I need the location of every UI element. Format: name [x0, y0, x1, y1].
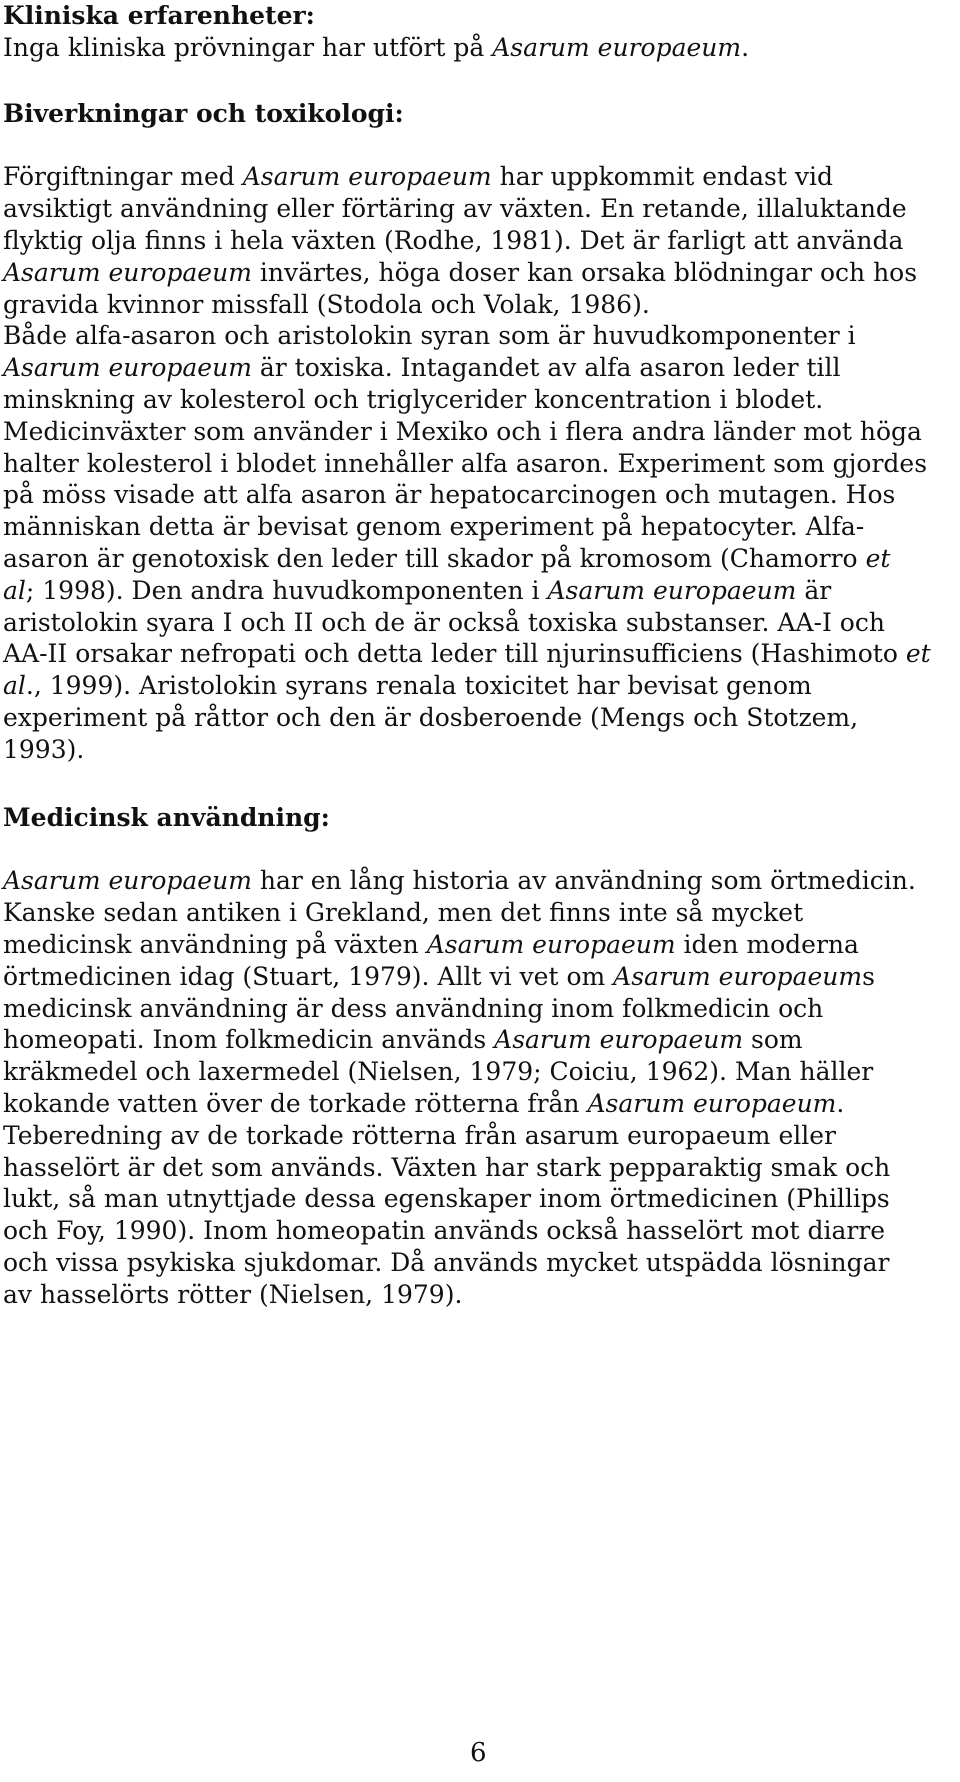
text-line [3, 993, 948, 1025]
text-segment: homeopati. Inom folkmedicin används [3, 1025, 495, 1055]
text-segment: AA-II orsakar nefropati och detta leder till njurinsufficiens (Hashimoto [3, 639, 906, 669]
text-segment: gravida kvinnor missfall (Stodola och Volak, 1986). [3, 289, 650, 319]
text-segment: Både alfa-asaron och aristolokin syran som är huvudkomponenter i [3, 321, 856, 351]
text-line [3, 1183, 948, 1215]
heading-clinical-experience: Kliniska erfarenheter: [3, 1, 315, 30]
text-line [3, 543, 948, 575]
italic-text: Asarum europaeum [426, 929, 676, 959]
text-line [3, 1215, 948, 1247]
text-segment: 1993). [3, 734, 85, 764]
italic-text: Asarum europaeum [494, 1025, 744, 1055]
text-segment: har en lång historia av användning som örtmedicin. [251, 866, 916, 896]
text-line [3, 702, 948, 734]
text-segment: medicinsk användning på växten [3, 929, 427, 959]
text-line [3, 257, 948, 289]
italic-text: al [3, 575, 26, 605]
heading-medicinal-use: Medicinsk användning: [3, 802, 330, 832]
clinical-text-part: Inga kliniska prövningar har utfört på [3, 32, 493, 62]
italic-text: Asarum europaeum [547, 575, 797, 605]
text-segment: Teberedning av de torkade rötterna från asarum europaeum eller [3, 1120, 836, 1150]
text-line [3, 479, 948, 511]
text-line [3, 1152, 948, 1184]
text-segment: och vissa psykiska sjukdomar. Då används mycket utspädda lösningar [3, 1247, 890, 1277]
text-line [3, 448, 948, 480]
text-segment: hasselört är det som används. Växten har stark pepparaktig smak och [3, 1152, 891, 1182]
text-segment: halter kolesterol i blodet innehåller alfa asaron. Experiment som gjordes [3, 448, 928, 478]
heading-side-effects-toxicology: Biverkningar och toxikologi: [3, 98, 404, 128]
text-line [3, 575, 948, 607]
italic-text: Asarum europaeum [613, 961, 863, 991]
text-line [3, 670, 948, 702]
text-segment: kokande vatten över de torkade rötterna från [3, 1088, 588, 1118]
text-segment: aristolokin syara I och II och de är också toxiska substanser. AA-I och [3, 607, 885, 637]
text-line [3, 352, 948, 384]
text-segment: Medicinväxter som använder i Mexiko och i flera andra länder mot höga [3, 416, 922, 446]
text-segment: örtmedicinen idag (Stuart, 1979). Allt vi vet om [3, 961, 614, 991]
text-segment: ., 1999). Aristolokin syrans renala toxicitet har bevisat genom [25, 671, 812, 701]
text-segment: är toxiska. Intagandet av alfa asaron leder till [251, 353, 841, 383]
text-segment: . [836, 1088, 845, 1118]
text-line [3, 1088, 948, 1120]
text-line [3, 607, 948, 639]
italic-text: Asarum europaeum [3, 353, 252, 383]
text-line [3, 897, 948, 929]
italic-text: Asarum europaeum [3, 866, 252, 896]
text-segment: experiment på råttor och den är dosberoende (Mengs och Stotzem, [3, 702, 859, 732]
text-line [3, 929, 948, 961]
text-segment: avsiktigt användning eller förtäring av växten. En retande, illaluktande [3, 194, 907, 224]
text-line [3, 734, 948, 766]
side-effects-paragraph [3, 161, 948, 765]
text-segment: lukt, så man utnyttjade dessa egenskaper inom örtmedicinen (Phillips [3, 1184, 890, 1214]
text-segment: invärtes, höga doser kan orsaka blödningar och hos [251, 257, 918, 287]
text-line [3, 1279, 948, 1311]
text-line [3, 638, 948, 670]
text-line [3, 1024, 948, 1056]
text-segment: ; 1998). Den andra huvudkomponenten i [25, 575, 548, 605]
text-line [3, 1056, 948, 1088]
text-segment: iden moderna [675, 929, 859, 959]
clinical-text-end: . [741, 32, 750, 62]
text-segment: Förgiftningar med [3, 162, 243, 192]
text-line [3, 320, 948, 352]
text-line [3, 384, 948, 416]
text-segment: som [743, 1025, 803, 1055]
italic-text: et [905, 639, 931, 669]
text-segment: är [796, 575, 832, 605]
text-segment: Kanske sedan antiken i Grekland, men det finns inte så mycket [3, 898, 804, 928]
italic-text: Asarum europaeum [587, 1088, 837, 1118]
page-number: 6 [470, 1738, 487, 1768]
italic-text: Asarum europaeum [242, 162, 492, 192]
clinical-experience-text [3, 32, 948, 64]
text-segment: medicinsk användning är dess användning inom folkmedicin och [3, 993, 824, 1023]
species-name: Asarum europaeum [492, 32, 742, 62]
text-segment: av hasselörts rötter (Nielsen, 1979). [3, 1279, 463, 1309]
text-segment: s [862, 961, 875, 991]
text-line [3, 193, 948, 225]
text-line [3, 161, 948, 193]
text-segment: kräkmedel och laxermedel (Nielsen, 1979; Coiciu, 1962). Man häller [3, 1057, 874, 1087]
text-segment: minskning av kolesterol och triglycerider koncentration i blodet. [3, 384, 824, 414]
text-line [3, 225, 948, 257]
text-line [3, 1247, 948, 1279]
italic-text: al [3, 671, 26, 701]
text-segment: på möss visade att alfa asaron är hepatocarcinogen och mutagen. Hos [3, 480, 896, 510]
text-line [3, 416, 948, 448]
text-line [3, 289, 948, 321]
text-segment: asaron är genotoxisk den leder till skador på kromosom (Chamorro [3, 543, 866, 573]
text-line [3, 1120, 948, 1152]
text-segment: har uppkommit endast vid [491, 162, 833, 192]
medicinal-use-paragraph [3, 865, 948, 1310]
text-segment: flyktig olja finns i hela växten (Rodhe, 1981). Det är farligt att använda [3, 225, 904, 255]
text-line [3, 511, 948, 543]
italic-text: et [865, 543, 891, 573]
text-segment: människan detta är bevisat genom experiment på hepatocyter. Alfa- [3, 512, 865, 542]
text-line [3, 865, 948, 897]
text-segment: och Foy, 1990). Inom homeopatin används också hasselört mot diarre [3, 1216, 886, 1246]
italic-text: Asarum europaeum [3, 257, 252, 287]
text-line [3, 961, 948, 993]
